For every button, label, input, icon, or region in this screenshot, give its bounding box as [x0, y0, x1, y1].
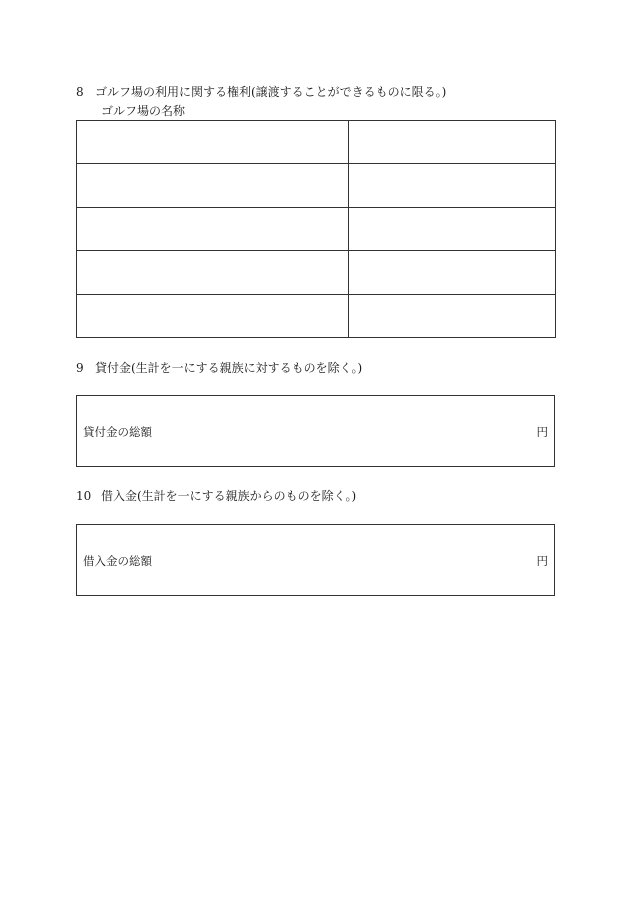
golf-course-value-cell[interactable] [348, 121, 555, 164]
golf-course-value-cell[interactable] [348, 207, 555, 250]
golf-course-value-cell[interactable] [348, 251, 555, 294]
section-10-heading [76, 489, 356, 503]
golf-course-value-cell[interactable] [348, 164, 555, 207]
table-row [77, 294, 556, 337]
golf-course-name-cell[interactable] [77, 121, 349, 164]
yen-unit-label: 円 [536, 554, 548, 568]
section-8-title: ゴルフ場の利用に関する権利(譲渡することができるものに限る。) [95, 85, 447, 99]
section-9-title: 貸付金(生計を一にする親族に対するものを除く。) [95, 361, 363, 375]
section-10-number: 10 [76, 489, 92, 503]
yen-unit-label: 円 [536, 425, 548, 439]
section-9-number: 9 [76, 361, 84, 375]
golf-course-name-cell[interactable] [77, 251, 349, 294]
golf-course-name-cell[interactable] [77, 207, 349, 250]
golf-course-name-cell[interactable] [77, 294, 349, 337]
section-8-number: 8 [76, 85, 84, 99]
borrowings-total-field[interactable] [76, 524, 555, 596]
table-row [77, 251, 556, 294]
section-8-heading [76, 85, 446, 99]
table-row [77, 207, 556, 250]
section-9-heading [76, 361, 362, 375]
table-row [77, 164, 556, 207]
table-row [77, 121, 556, 164]
golf-course-name-cell[interactable] [77, 164, 349, 207]
golf-course-name-label: ゴルフ場の名称 [101, 104, 186, 118]
golf-course-table [76, 120, 556, 338]
loans-receivable-total-field[interactable] [76, 395, 555, 467]
golf-course-value-cell[interactable] [348, 294, 555, 337]
loans-receivable-total-label: 貸付金の総額 [83, 425, 152, 439]
section-10-title: 借入金(生計を一にする親族からのものを除く。) [101, 489, 357, 503]
borrowings-total-label: 借入金の総額 [83, 554, 152, 568]
